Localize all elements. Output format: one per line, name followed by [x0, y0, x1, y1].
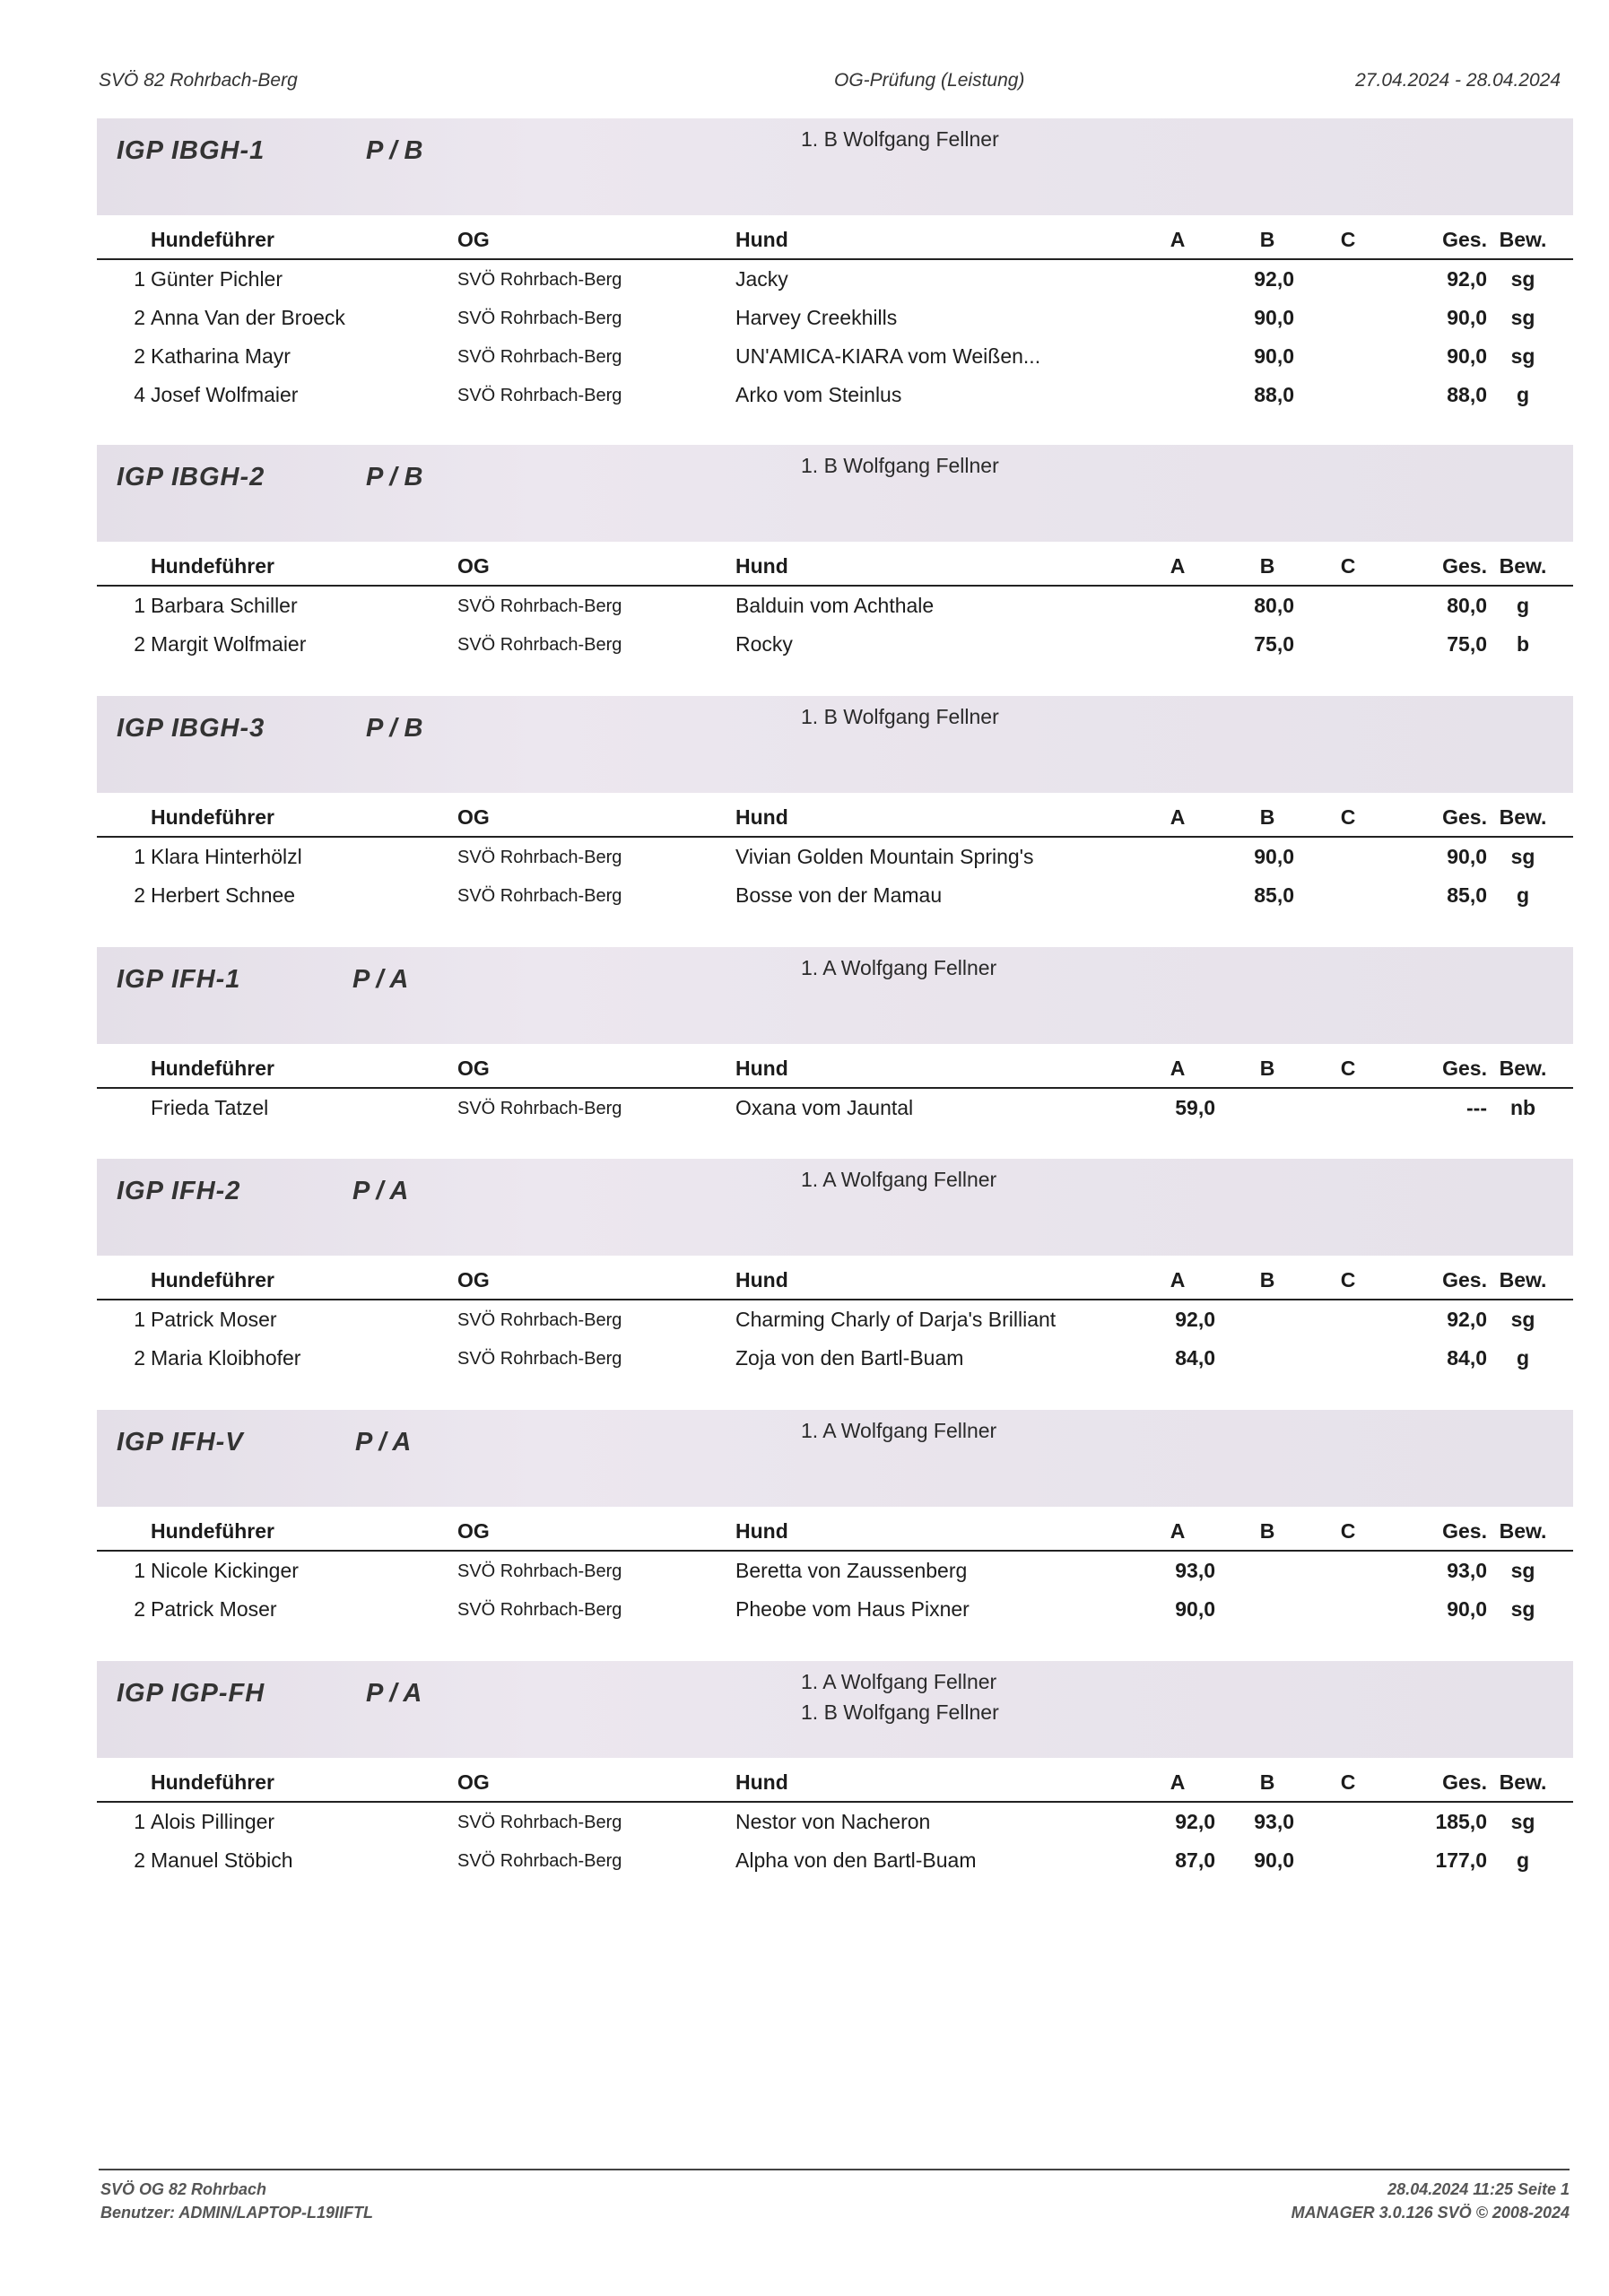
- column-header-dog: Hund: [735, 1519, 788, 1543]
- score-b-cell: 80,0: [1254, 594, 1294, 617]
- column-header-total: Ges.: [1442, 554, 1487, 578]
- section-category: P / B: [366, 136, 423, 165]
- total-cell: 185,0: [1435, 1810, 1487, 1833]
- column-header-b: B: [1259, 228, 1275, 251]
- column-header-c: C: [1340, 228, 1356, 251]
- handler-cell: Barbara Schiller: [151, 594, 298, 617]
- total-cell: 88,0: [1447, 383, 1487, 406]
- handler-cell: Patrick Moser: [151, 1308, 277, 1331]
- dog-cell: Rocky: [735, 632, 793, 656]
- judge: 1. B Wolfgang Fellner: [801, 705, 999, 728]
- dog-cell: Balduin vom Achthale: [735, 594, 935, 617]
- rating-cell: sg: [1510, 1810, 1535, 1833]
- column-header-c: C: [1340, 1057, 1356, 1080]
- rating-cell: sg: [1510, 845, 1535, 868]
- column-header-dog: Hund: [735, 228, 788, 251]
- og-cell: SVÖ Rohrbach-Berg: [457, 635, 622, 655]
- column-header-b: B: [1259, 1519, 1275, 1543]
- column-header-total: Ges.: [1442, 805, 1487, 829]
- column-header-a: A: [1170, 228, 1186, 251]
- og-cell: SVÖ Rohrbach-Berg: [457, 1099, 622, 1118]
- column-header-handler: Hundeführer: [151, 228, 274, 251]
- result-section: [97, 1661, 1573, 1880]
- score-b-cell: 92,0: [1254, 267, 1294, 291]
- event-dates: 27.04.2024 - 28.04.2024: [1355, 70, 1561, 91]
- column-header-c: C: [1340, 1268, 1356, 1292]
- column-header-handler: Hundeführer: [151, 1770, 274, 1794]
- section-title: IGP IFH-V: [117, 1428, 244, 1457]
- column-header-a: A: [1170, 1268, 1186, 1292]
- column-header-total: Ges.: [1442, 1268, 1487, 1292]
- total-cell: 92,0: [1447, 1308, 1487, 1331]
- table-header: [97, 221, 1573, 260]
- dog-cell: Nestor von Nacheron: [735, 1810, 931, 1833]
- og-cell: SVÖ Rohrbach-Berg: [457, 848, 622, 867]
- dog-cell: Zoja von den Bartl-Buam: [735, 1346, 964, 1370]
- table-header: [97, 798, 1573, 838]
- column-header-dog: Hund: [735, 554, 788, 578]
- column-header-total: Ges.: [1442, 1057, 1487, 1080]
- column-header-c: C: [1340, 554, 1356, 578]
- column-header-og: OG: [457, 805, 490, 829]
- table-row: [97, 260, 1573, 299]
- column-header-rating: Bew.: [1499, 228, 1547, 251]
- dog-cell: Jacky: [735, 267, 788, 291]
- og-cell: SVÖ Rohrbach-Berg: [457, 1813, 622, 1832]
- handler-cell: Anna Van der Broeck: [151, 306, 345, 329]
- table-row: [97, 1339, 1573, 1378]
- score-a-cell: 84,0: [1175, 1346, 1215, 1370]
- score-b-cell: 88,0: [1254, 383, 1294, 406]
- rank-cell: 4: [134, 383, 145, 406]
- table-row: [97, 838, 1573, 876]
- column-header-a: A: [1170, 805, 1186, 829]
- rating-cell: b: [1516, 632, 1530, 656]
- rank-cell: 2: [134, 883, 145, 907]
- rating-cell: sg: [1510, 306, 1535, 329]
- handler-cell: Patrick Moser: [151, 1597, 277, 1621]
- column-header-og: OG: [457, 554, 490, 578]
- column-header-total: Ges.: [1442, 228, 1487, 251]
- og-cell: SVÖ Rohrbach-Berg: [457, 1561, 622, 1581]
- column-header-b: B: [1259, 805, 1275, 829]
- dog-cell: Oxana vom Jauntal: [735, 1096, 914, 1119]
- table-row: [97, 625, 1573, 664]
- table-row: [97, 876, 1573, 915]
- handler-cell: Alois Pillinger: [151, 1810, 275, 1833]
- table-row: [97, 299, 1573, 337]
- column-header-a: A: [1170, 554, 1186, 578]
- handler-cell: Margit Wolfmaier: [151, 632, 307, 656]
- table-header: [97, 1512, 1573, 1552]
- handler-cell: Günter Pichler: [151, 267, 283, 291]
- column-header-handler: Hundeführer: [151, 1268, 274, 1292]
- column-header-handler: Hundeführer: [151, 554, 274, 578]
- column-header-rating: Bew.: [1499, 805, 1547, 829]
- score-a-cell: 93,0: [1175, 1559, 1215, 1582]
- judge: 1. B Wolfgang Fellner: [801, 127, 999, 151]
- footer-timestamp: 28.04.2024 11:25 Seite 1: [1387, 2180, 1570, 2198]
- rank-cell: 1: [134, 845, 145, 868]
- rank-cell: 2: [134, 1597, 145, 1621]
- handler-cell: Nicole Kickinger: [151, 1559, 299, 1582]
- judge: 1. B Wolfgang Fellner: [801, 454, 999, 477]
- dog-cell: Pheobe vom Haus Pixner: [735, 1597, 970, 1621]
- dog-cell: Vivian Golden Mountain Spring's: [735, 845, 1034, 868]
- handler-cell: Josef Wolfmaier: [151, 383, 299, 406]
- judges-list: [801, 1415, 996, 1446]
- section-category: P / B: [366, 714, 423, 743]
- score-b-cell: 90,0: [1254, 845, 1294, 868]
- column-header-rating: Bew.: [1499, 554, 1547, 578]
- page-header: [99, 70, 1561, 100]
- dog-cell: Alpha von den Bartl-Buam: [735, 1848, 977, 1872]
- column-header-total: Ges.: [1442, 1519, 1487, 1543]
- og-cell: SVÖ Rohrbach-Berg: [457, 886, 622, 906]
- og-cell: SVÖ Rohrbach-Berg: [457, 596, 622, 616]
- rating-cell: sg: [1510, 1597, 1535, 1621]
- judge: 1. A Wolfgang Fellner: [801, 1168, 997, 1191]
- dog-cell: Arko vom Steinlus: [735, 383, 902, 406]
- column-header-handler: Hundeführer: [151, 1057, 274, 1080]
- og-cell: SVÖ Rohrbach-Berg: [457, 386, 622, 405]
- table-header: [97, 547, 1573, 587]
- dog-cell: UN'AMICA-KIARA vom Weißen...: [735, 344, 1041, 368]
- rank-cell: 2: [134, 344, 145, 368]
- handler-cell: Manuel Stöbich: [151, 1848, 293, 1872]
- judges-list: [801, 450, 999, 481]
- section-banner: [97, 445, 1573, 542]
- rating-cell: sg: [1510, 344, 1535, 368]
- judges-list: [801, 1164, 996, 1195]
- result-section: [97, 947, 1573, 1127]
- table-row: [97, 587, 1573, 625]
- rating-cell: g: [1516, 1346, 1530, 1370]
- table-row: [97, 1089, 1573, 1127]
- table-row: [97, 1590, 1573, 1629]
- table-row: [97, 376, 1573, 414]
- rating-cell: g: [1516, 383, 1530, 406]
- score-b-cell: 90,0: [1254, 306, 1294, 329]
- handler-cell: Klara Hinterhölzl: [151, 845, 302, 868]
- event-title: OG-Prüfung (Leistung): [834, 70, 1025, 91]
- section-banner: [97, 118, 1573, 215]
- total-cell: 92,0: [1447, 267, 1487, 291]
- section-category: P / B: [366, 463, 423, 491]
- rating-cell: g: [1516, 1848, 1530, 1872]
- og-cell: SVÖ Rohrbach-Berg: [457, 1600, 622, 1620]
- total-cell: 90,0: [1447, 1597, 1487, 1621]
- rating-cell: sg: [1510, 1308, 1535, 1331]
- rank-cell: 1: [134, 1810, 145, 1833]
- column-header-a: A: [1170, 1519, 1186, 1543]
- dog-cell: Beretta von Zaussenberg: [735, 1559, 968, 1582]
- footer-right: [1292, 2178, 1570, 2224]
- footer-left: [100, 2178, 373, 2224]
- column-header-c: C: [1340, 805, 1356, 829]
- dog-cell: Charming Charly of Darja's Brilliant: [735, 1308, 1057, 1331]
- score-b-cell: 90,0: [1254, 1848, 1294, 1872]
- og-cell: SVÖ Rohrbach-Berg: [457, 1349, 622, 1369]
- rank-cell: 1: [134, 594, 145, 617]
- judge: 1. A Wolfgang Fellner: [801, 1670, 997, 1693]
- column-header-rating: Bew.: [1499, 1268, 1547, 1292]
- score-a-cell: 87,0: [1175, 1848, 1215, 1872]
- section-banner: [97, 1159, 1573, 1256]
- table-header: [97, 1049, 1573, 1089]
- section-category: P / A: [352, 965, 409, 994]
- column-header-og: OG: [457, 1057, 490, 1080]
- judge: 1. A Wolfgang Fellner: [801, 1419, 997, 1442]
- column-header-handler: Hundeführer: [151, 1519, 274, 1543]
- rating-cell: g: [1516, 883, 1530, 907]
- column-header-b: B: [1259, 1268, 1275, 1292]
- judge: 1. B Wolfgang Fellner: [801, 1700, 999, 1724]
- table-row: [97, 1300, 1573, 1339]
- table-row: [97, 1803, 1573, 1841]
- handler-cell: Maria Kloibhofer: [151, 1346, 301, 1370]
- total-cell: ---: [1466, 1096, 1487, 1119]
- score-b-cell: 90,0: [1254, 344, 1294, 368]
- score-a-cell: 92,0: [1175, 1810, 1215, 1833]
- result-section: [97, 1410, 1573, 1629]
- section-title: IGP IFH-1: [117, 965, 241, 994]
- column-header-b: B: [1259, 1057, 1275, 1080]
- judges-list: [801, 701, 999, 732]
- judges-list: [801, 124, 999, 154]
- column-header-c: C: [1340, 1519, 1356, 1543]
- total-cell: 85,0: [1447, 883, 1487, 907]
- section-banner: [97, 1661, 1573, 1758]
- total-cell: 177,0: [1435, 1848, 1487, 1872]
- rank-cell: 2: [134, 1848, 145, 1872]
- total-cell: 84,0: [1447, 1346, 1487, 1370]
- score-b-cell: 85,0: [1254, 883, 1294, 907]
- column-header-dog: Hund: [735, 805, 788, 829]
- total-cell: 90,0: [1447, 845, 1487, 868]
- og-cell: SVÖ Rohrbach-Berg: [457, 270, 622, 290]
- total-cell: 93,0: [1447, 1559, 1487, 1582]
- total-cell: 90,0: [1447, 306, 1487, 329]
- section-title: IGP IBGH-2: [117, 463, 265, 491]
- section-category: P / A: [366, 1679, 422, 1708]
- og-cell: SVÖ Rohrbach-Berg: [457, 1851, 622, 1871]
- score-b-cell: 93,0: [1254, 1810, 1294, 1833]
- column-header-dog: Hund: [735, 1770, 788, 1794]
- score-a-cell: 90,0: [1175, 1597, 1215, 1621]
- column-header-dog: Hund: [735, 1268, 788, 1292]
- club-name: SVÖ 82 Rohrbach-Berg: [99, 70, 298, 91]
- rank-cell: 1: [134, 267, 145, 291]
- column-header-rating: Bew.: [1499, 1770, 1547, 1794]
- section-category: P / A: [352, 1177, 409, 1205]
- footer-software: MANAGER 3.0.126 SVÖ © 2008-2024: [1291, 2204, 1570, 2222]
- score-a-cell: 59,0: [1175, 1096, 1215, 1119]
- dog-cell: Harvey Creekhills: [735, 306, 898, 329]
- total-cell: 75,0: [1447, 632, 1487, 656]
- judge: 1. A Wolfgang Fellner: [801, 956, 997, 979]
- rating-cell: sg: [1510, 1559, 1535, 1582]
- column-header-a: A: [1170, 1057, 1186, 1080]
- result-section: [97, 696, 1573, 915]
- rating-cell: nb: [1509, 1096, 1536, 1119]
- column-header-a: A: [1170, 1770, 1186, 1794]
- footer-club: SVÖ OG 82 Rohrbach: [100, 2180, 267, 2198]
- judges-list: [801, 1666, 999, 1727]
- table-row: [97, 337, 1573, 376]
- column-header-dog: Hund: [735, 1057, 788, 1080]
- rank-cell: 2: [134, 632, 145, 656]
- column-header-rating: Bew.: [1499, 1519, 1547, 1543]
- column-header-b: B: [1259, 554, 1275, 578]
- rank-cell: 1: [134, 1559, 145, 1582]
- section-banner: [97, 1410, 1573, 1507]
- footer-user: Benutzer: ADMIN/LAPTOP-L19IIFTL: [100, 2204, 374, 2222]
- og-cell: SVÖ Rohrbach-Berg: [457, 309, 622, 328]
- section-banner: [97, 947, 1573, 1044]
- column-header-og: OG: [457, 1268, 490, 1292]
- result-section: [97, 445, 1573, 664]
- og-cell: SVÖ Rohrbach-Berg: [457, 1310, 622, 1330]
- total-cell: 90,0: [1447, 344, 1487, 368]
- score-b-cell: 75,0: [1254, 632, 1294, 656]
- score-a-cell: 92,0: [1175, 1308, 1215, 1331]
- rating-cell: sg: [1510, 267, 1535, 291]
- total-cell: 80,0: [1447, 594, 1487, 617]
- section-banner: [97, 696, 1573, 793]
- table-header: [97, 1763, 1573, 1803]
- column-header-c: C: [1340, 1770, 1356, 1794]
- section-title: IGP IBGH-1: [117, 136, 265, 165]
- column-header-og: OG: [457, 1770, 490, 1794]
- result-section: [97, 118, 1573, 414]
- handler-cell: Herbert Schnee: [151, 883, 296, 907]
- handler-cell: Katharina Mayr: [151, 344, 291, 368]
- rating-cell: g: [1516, 594, 1530, 617]
- section-title: IGP IFH-2: [117, 1177, 241, 1205]
- result-section: [97, 1159, 1573, 1378]
- rank-cell: 2: [134, 1346, 145, 1370]
- og-cell: SVÖ Rohrbach-Berg: [457, 347, 622, 367]
- judges-list: [801, 952, 996, 983]
- column-header-b: B: [1259, 1770, 1275, 1794]
- table-header: [97, 1261, 1573, 1300]
- handler-cell: Frieda Tatzel: [151, 1096, 269, 1119]
- column-header-rating: Bew.: [1499, 1057, 1547, 1080]
- rank-cell: 1: [134, 1308, 145, 1331]
- rank-cell: 2: [134, 306, 145, 329]
- column-header-og: OG: [457, 228, 490, 251]
- table-row: [97, 1552, 1573, 1590]
- section-title: IGP IBGH-3: [117, 714, 265, 743]
- dog-cell: Bosse von der Mamau: [735, 883, 943, 907]
- column-header-og: OG: [457, 1519, 490, 1543]
- column-header-handler: Hundeführer: [151, 805, 274, 829]
- section-category: P / A: [355, 1428, 412, 1457]
- column-header-total: Ges.: [1442, 1770, 1487, 1794]
- page-footer: [99, 2169, 1570, 2222]
- table-row: [97, 1841, 1573, 1880]
- section-title: IGP IGP-FH: [117, 1679, 265, 1708]
